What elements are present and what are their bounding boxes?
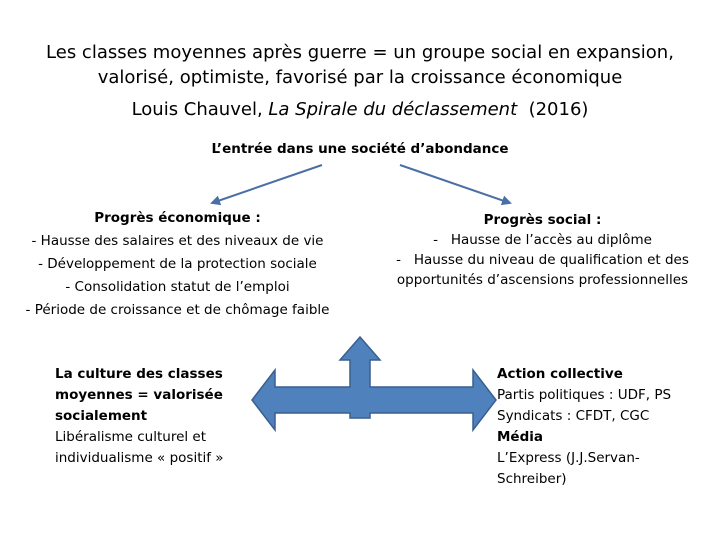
four-way-arrow-icon	[252, 337, 496, 430]
media-line: L’Express (J.J.Servan-	[497, 450, 640, 466]
social-item: opportunités d’ascensions professionnelles	[396, 272, 689, 288]
media-heading: Média	[497, 429, 543, 445]
title-line-1: Les classes moyennes après guerre = un groupe social en expansion,	[46, 42, 674, 63]
social-item: - Hausse de l’accès au diplôme	[433, 232, 652, 248]
economic-item: - Consolidation statut de l’emploi	[65, 279, 290, 295]
action-heading: Action collective	[497, 366, 623, 382]
citation-year: (2016)	[517, 99, 589, 120]
citation-book: La Spirale du déclassement	[268, 99, 518, 120]
culture-bold-line: socialement	[55, 408, 148, 424]
economic-item: - Développement de la protection sociale	[38, 256, 317, 272]
abundance-heading: L’entrée dans une société d’abondance	[211, 141, 509, 157]
culture-bold-line: La culture des classes	[55, 366, 223, 382]
action-line: Partis politiques : UDF, PS	[497, 387, 672, 403]
citation-author: Louis Chauvel,	[131, 99, 269, 120]
culture-bold-line: moyennes = valorisée	[55, 387, 223, 403]
economic-item: - Hausse des salaires et des niveaux de vie	[31, 233, 324, 249]
arrow-to-economic	[212, 165, 322, 203]
arrow-to-social	[400, 165, 510, 203]
title-line-2: valorisé, optimiste, favorisé par la croissance économique	[97, 67, 623, 88]
culture-line: Libéralisme culturel et	[55, 429, 207, 445]
economic-heading: Progrès économique :	[94, 210, 261, 226]
action-line: Syndicats : CFDT, CGC	[497, 408, 650, 424]
social-heading: Progrès social :	[483, 212, 602, 228]
culture-line: individualisme « positif »	[55, 450, 224, 466]
media-line: Schreiber)	[497, 471, 567, 487]
economic-item: - Période de croissance et de chômage faible	[25, 302, 330, 318]
social-item: - Hausse du niveau de qualification et des	[396, 252, 689, 268]
